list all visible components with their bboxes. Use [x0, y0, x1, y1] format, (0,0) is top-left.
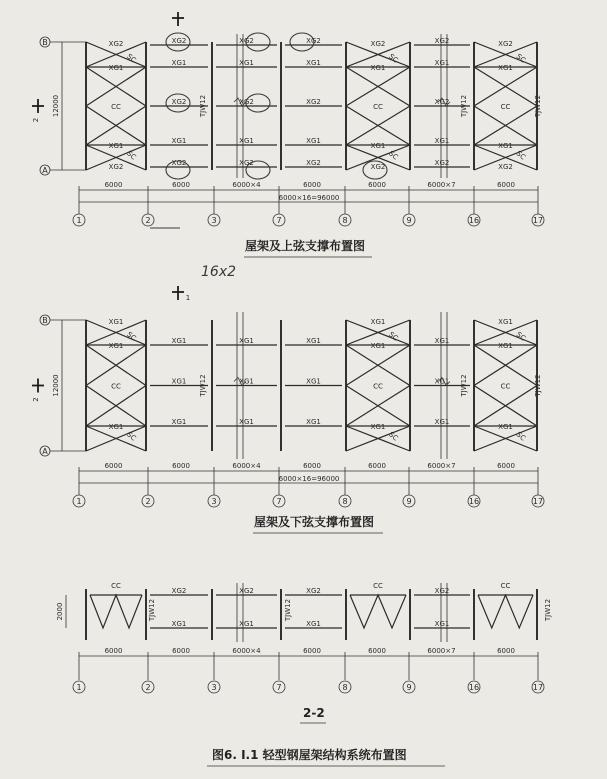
- tie-label-xg2: XG2: [108, 163, 124, 171]
- axis-label-col: 1: [76, 216, 82, 225]
- tie-label-xg1: XG1: [108, 142, 124, 150]
- dimension-bay: 6000×4: [232, 181, 261, 189]
- brace-label-sc: SC: [514, 52, 527, 65]
- tie-label: XG1: [434, 377, 450, 386]
- dimension-bay: 6000×4: [232, 647, 261, 655]
- section-mark-number: 2: [32, 397, 40, 402]
- axis-label-col: 9: [406, 497, 412, 506]
- axis-label-col: 16: [468, 216, 480, 225]
- dimension-bay: 6000: [368, 462, 386, 470]
- tie-label: XG1: [306, 377, 321, 386]
- dimension-bay: 6000: [368, 647, 386, 655]
- dimension-bay: 6000×4: [232, 462, 261, 470]
- brace-label-sc: SC: [514, 430, 527, 443]
- dimension-bay: 6000: [104, 647, 123, 655]
- tie-label-xg2: XG2: [239, 159, 254, 167]
- axis-label-col: 2: [145, 683, 151, 692]
- dimension-bay: 6000×7: [427, 181, 456, 189]
- tie-label: XG1: [171, 377, 187, 386]
- tie-label: XG1: [434, 418, 450, 426]
- dimension-bay: 6000: [497, 647, 515, 655]
- axis-label-row: A: [42, 166, 48, 175]
- plan2-caption: 屋架及下弦支撑布置图: [254, 515, 375, 529]
- section-caption: 2-2: [303, 706, 325, 720]
- tie-label-xg1: XG1: [498, 342, 513, 350]
- tie-label: XG2: [306, 98, 321, 106]
- axis-label-col: 1: [76, 683, 82, 692]
- truss-label-tjw12: TJW12: [284, 598, 292, 622]
- tie-label-xg2: XG2: [370, 163, 386, 171]
- tie-label-xg1: XG1: [108, 64, 124, 72]
- tie-label: XG1: [239, 337, 254, 345]
- tie-label-xg2: XG2: [171, 37, 187, 45]
- truss-label-tjw12: TJW12: [148, 598, 156, 622]
- tie-label-xg1: XG1: [108, 423, 124, 431]
- dimension-bay: 6000: [172, 647, 190, 655]
- tie-label-xg2: XG2: [171, 587, 187, 595]
- truss-label-tjw12: TJW12: [199, 94, 207, 118]
- axis-label-col: 8: [342, 683, 348, 692]
- tie-label-xg2: XG2: [239, 587, 254, 595]
- dimension-bay: 6000×7: [427, 462, 456, 470]
- tie-label-xg2: XG2: [434, 159, 450, 167]
- tie-label-xg: XG1: [108, 318, 124, 326]
- tie-label: XG1: [171, 337, 187, 345]
- tie-label: XG1: [239, 418, 254, 426]
- axis-label-col: 1: [76, 497, 82, 506]
- dimension-bay: 6000×7: [427, 647, 456, 655]
- tie-label-xg1: XG1: [498, 64, 513, 72]
- tie-label-xg2: XG2: [498, 163, 513, 171]
- tie-label-xg2: XG2: [434, 587, 450, 595]
- brace-label-cc: CC: [373, 382, 383, 391]
- dimension-width: 12000: [52, 94, 60, 118]
- truss-label-tjw12: TJW12: [544, 598, 552, 622]
- axis-label-col: 16: [468, 683, 480, 692]
- tie-label-xg1: XG1: [306, 620, 321, 628]
- tie-label: XG2: [171, 98, 187, 106]
- brace-label-cc: CC: [500, 103, 511, 111]
- tie-label: XG1: [171, 137, 187, 145]
- truss-label-tjw12: TJW12: [460, 374, 468, 397]
- dimension-height: 2000: [56, 602, 64, 621]
- dimension-bay: 6000: [303, 181, 321, 189]
- tie-label: XG1: [239, 377, 254, 386]
- handwritten-circle: [246, 161, 270, 179]
- tie-label-xg1: XG1: [370, 142, 386, 150]
- tie-label-xg1: XG1: [498, 423, 513, 431]
- tie-label: XG2: [434, 98, 450, 106]
- axis-label-col: 7: [276, 497, 282, 506]
- brace-label-cc: CC: [111, 103, 121, 111]
- dimension-bay: 6000: [497, 181, 515, 189]
- truss-label-tjw12: TJW12: [534, 374, 542, 397]
- tie-label: XG1: [306, 337, 321, 345]
- tie-label-xg1: XG1: [239, 620, 254, 628]
- brace-label-sc: SC: [125, 52, 138, 65]
- axis-label-row: B: [42, 316, 48, 325]
- handwritten-note: 16x2: [201, 264, 237, 280]
- dimension-bay: 6000: [172, 181, 190, 189]
- dimension-bay: 6000: [303, 647, 321, 655]
- tie-label-xg1: XG1: [108, 342, 124, 350]
- axis-label-col: 3: [211, 216, 217, 225]
- tie-label-xg2: XG2: [306, 37, 321, 45]
- axis-label-col: 2: [145, 216, 151, 225]
- brace-label-sc: SC: [125, 430, 138, 443]
- tie-label: XG1: [171, 59, 187, 67]
- brace-label-cc: CC: [500, 582, 511, 590]
- axis-label-col: 8: [342, 216, 348, 225]
- tie-label-xg1: XG1: [434, 620, 450, 628]
- axis-label-col: 7: [276, 216, 282, 225]
- tie-label: XG2: [239, 98, 254, 106]
- axis-label-col: 7: [276, 683, 282, 692]
- axis-label-col: 3: [211, 497, 217, 506]
- axis-label-row: A: [42, 447, 48, 456]
- brace-label-cc: CC: [500, 382, 511, 391]
- dimension-bay: 6000: [172, 462, 190, 470]
- dimension-total: 6000×16=96000: [278, 475, 340, 483]
- axis-label-col: 9: [406, 683, 412, 692]
- tie-label: XG1: [434, 59, 450, 67]
- section-2-2: [56, 582, 552, 693]
- tie-label-xg: XG1: [370, 318, 386, 326]
- dimension-bay: 6000: [104, 181, 123, 189]
- tie-label-xg1: XG1: [171, 620, 187, 628]
- tie-label: XG1: [306, 137, 321, 145]
- tie-label-xg: XG2: [498, 40, 513, 48]
- section-mark-number: 2: [32, 117, 40, 123]
- lower-chord-bracing-plan: [32, 312, 544, 507]
- brace-label-cc: CC: [111, 382, 121, 391]
- tie-label-xg1: XG1: [498, 142, 513, 150]
- dimension-bay: 6000: [104, 462, 123, 470]
- tie-label-xg1: XG1: [370, 64, 386, 72]
- axis-label-col: 17: [532, 683, 544, 692]
- vertical-bracing: [478, 595, 533, 628]
- truss-label-tjw12: TJW12: [460, 94, 468, 118]
- brace-label-sc: SC: [125, 149, 138, 162]
- tie-label-xg: XG2: [108, 40, 124, 48]
- tie-label: XG1: [434, 337, 450, 345]
- brace-label-sc: SC: [514, 149, 527, 162]
- brace-label-cc: CC: [373, 582, 383, 590]
- figure-caption: 图6. I.1 轻型钢屋架结构系统布置图: [212, 748, 407, 762]
- brace-label-sc: SC: [387, 330, 400, 343]
- axis-label-col: 17: [532, 497, 544, 506]
- tie-label-xg1: XG1: [370, 423, 386, 431]
- tie-label-xg2: XG2: [239, 37, 254, 45]
- dimension-bay: 6000: [497, 462, 515, 470]
- brace-label-sc: SC: [125, 330, 138, 343]
- dimension-total: 6000×16=96000: [278, 194, 340, 202]
- vertical-bracing: [90, 595, 142, 628]
- dimension-bay: 6000: [368, 181, 386, 189]
- dimension-width: 12000: [52, 374, 60, 397]
- brace-label-cc: CC: [111, 582, 121, 590]
- vertical-bracing: [350, 595, 406, 628]
- tie-label: XG1: [306, 418, 321, 426]
- section-cut-number: 1: [185, 294, 191, 302]
- brace-label-sc: SC: [387, 149, 400, 162]
- axis-label-col: 2: [145, 497, 151, 506]
- tie-label-xg2: XG2: [306, 587, 321, 595]
- plan1-caption: 屋架及上弦支撑布置图: [245, 239, 366, 253]
- tie-label-xg1: XG1: [370, 342, 386, 350]
- tie-label-xg: XG1: [498, 318, 513, 326]
- axis-label-col: 8: [342, 497, 348, 506]
- brace-label-sc: SC: [387, 52, 400, 65]
- tie-label-xg: XG2: [370, 40, 386, 48]
- brace-label-sc: SC: [387, 430, 400, 443]
- axis-label-col: 9: [406, 216, 412, 225]
- tie-label: XG1: [171, 418, 187, 426]
- tie-label-xg2: XG2: [171, 159, 187, 167]
- tie-label-xg2: XG2: [434, 37, 450, 45]
- truss-label-tjw12: TJW12: [199, 374, 207, 397]
- tie-label: XG1: [306, 59, 321, 67]
- axis-label-row: B: [42, 38, 48, 47]
- tie-label: XG1: [434, 137, 450, 145]
- axis-label-col: 16: [468, 497, 480, 506]
- brace-label-cc: CC: [373, 103, 383, 111]
- brace-label-sc: SC: [514, 330, 527, 343]
- axis-label-col: 3: [211, 683, 217, 692]
- tie-label: XG1: [239, 137, 254, 145]
- tie-label-xg2: XG2: [306, 159, 321, 167]
- axis-label-col: 17: [532, 216, 544, 225]
- dimension-bay: 6000: [303, 462, 321, 470]
- upper-chord-bracing-plan: [32, 12, 544, 302]
- truss-label-tjw12: TJW12: [534, 94, 542, 118]
- tie-label: XG1: [239, 59, 254, 67]
